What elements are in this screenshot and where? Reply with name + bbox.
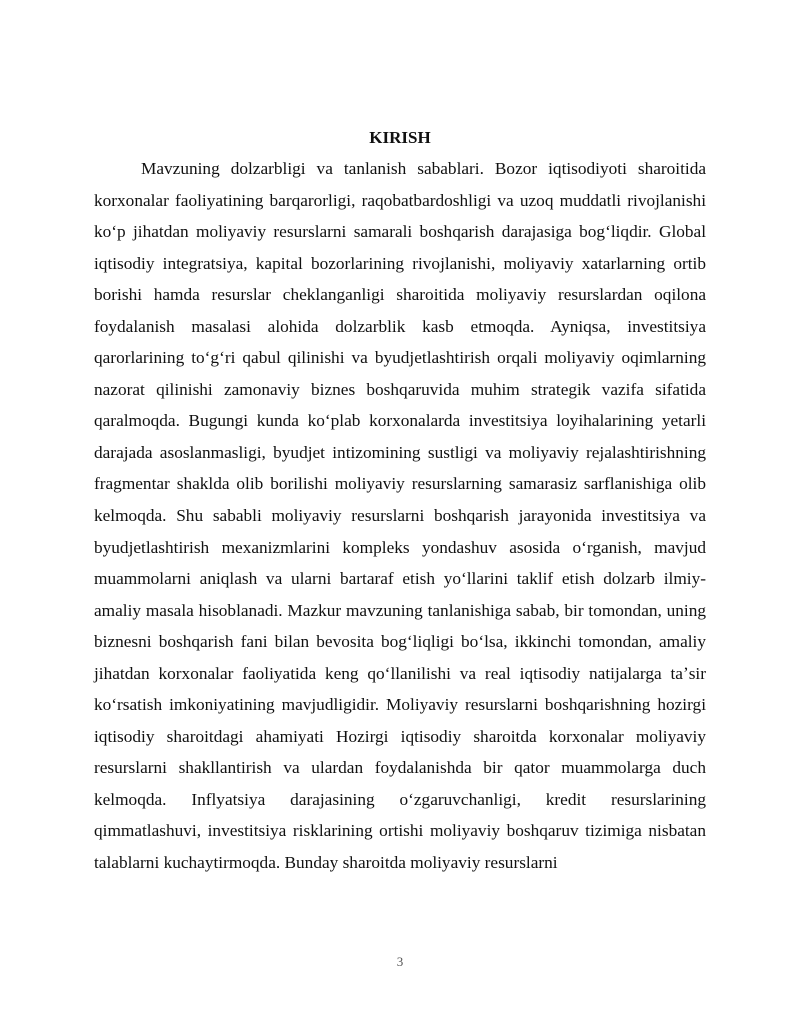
body-paragraph: Mavzuning dolzarbligi va tanlanish sabablari. Bozor iqtisodiyoti sharoitida korxonalar faoliyatining barqarorligi, raqobatbardoshligi va uzoq muddatli rivojlanishi koʻp jihatdan moliyaviy resurslarni samarali boshqarish darajasiga bogʻliqdir. Global iqtisodiy integratsiya, kapital bozorlarining rivojlanishi, moliyaviy xatarlarning ortib borishi hamda resurslar cheklanganligi sharoitida moliyaviy resurslardan oqilona foydalanish masalasi alohida dolzarblik kasb etmoqda. Ayniqsa, investitsiya qarorlarining toʻgʻri qabul qilinishi va byudjetlashtirish orqali moliyaviy oqimlarning nazorat qilinishi zamonaviy biznes boshqaruvida muhim strategik vazifa sifatida qaralmoqda. Bugungi kunda koʻplab korxonalarda investitsiya loyihalarining yetarli darajada asoslanmasligi, byudjet intizomining sustligi va moliyaviy rejalashtirishning fragmentar shaklda olib borilishi moliyaviy resurslarning samarasiz sarflanishiga olib kelmoqda. Shu sababli moliyaviy resurslarni boshqarish jarayonida investitsiya va byudjetlashtirish mexanizmlarini kompleks yondashuv asosida oʻrganish, mavjud muammolarni aniqlash va ularni bartaraf etish yoʻllarini taklif etish dolzarb ilmiy-amaliy masala hisoblanadi. Mazkur mavzuning tanlanishiga sabab, bir tomondan, uning biznesni boshqarish fani bilan bevosita bogʻliqligi boʻlsa, ikkinchi tomondan, amaliy jihatdan korxonalar faoliyatida keng qoʻllanilishi va real iqtisodiy natijalarga taʼsir koʻrsatish imkoniyatining mavjudligidir. Moliyaviy resurslarni boshqarishning hozirgi iqtisodiy sharoitdagi ahamiyati Hozirgi iqtisodiy sharoitda korxonalar moliyaviy resurslarni shakllantirish va ulardan foydalanishda bir qator muammolarga duch kelmoqda. Inflyatsiya darajasining oʻzgaruvchanligi, kredit resurslarining qimmatlashuvi, investitsiya risklarining ortishi moliyaviy boshqaruv tizimiga nisbatan talablarni kuchaytirmoqda. Bunday sharoitda moliyaviy resurslarni: [94, 159, 706, 873]
section-title: KIRISH: [369, 128, 431, 147]
page-number: 3: [396, 954, 404, 969]
